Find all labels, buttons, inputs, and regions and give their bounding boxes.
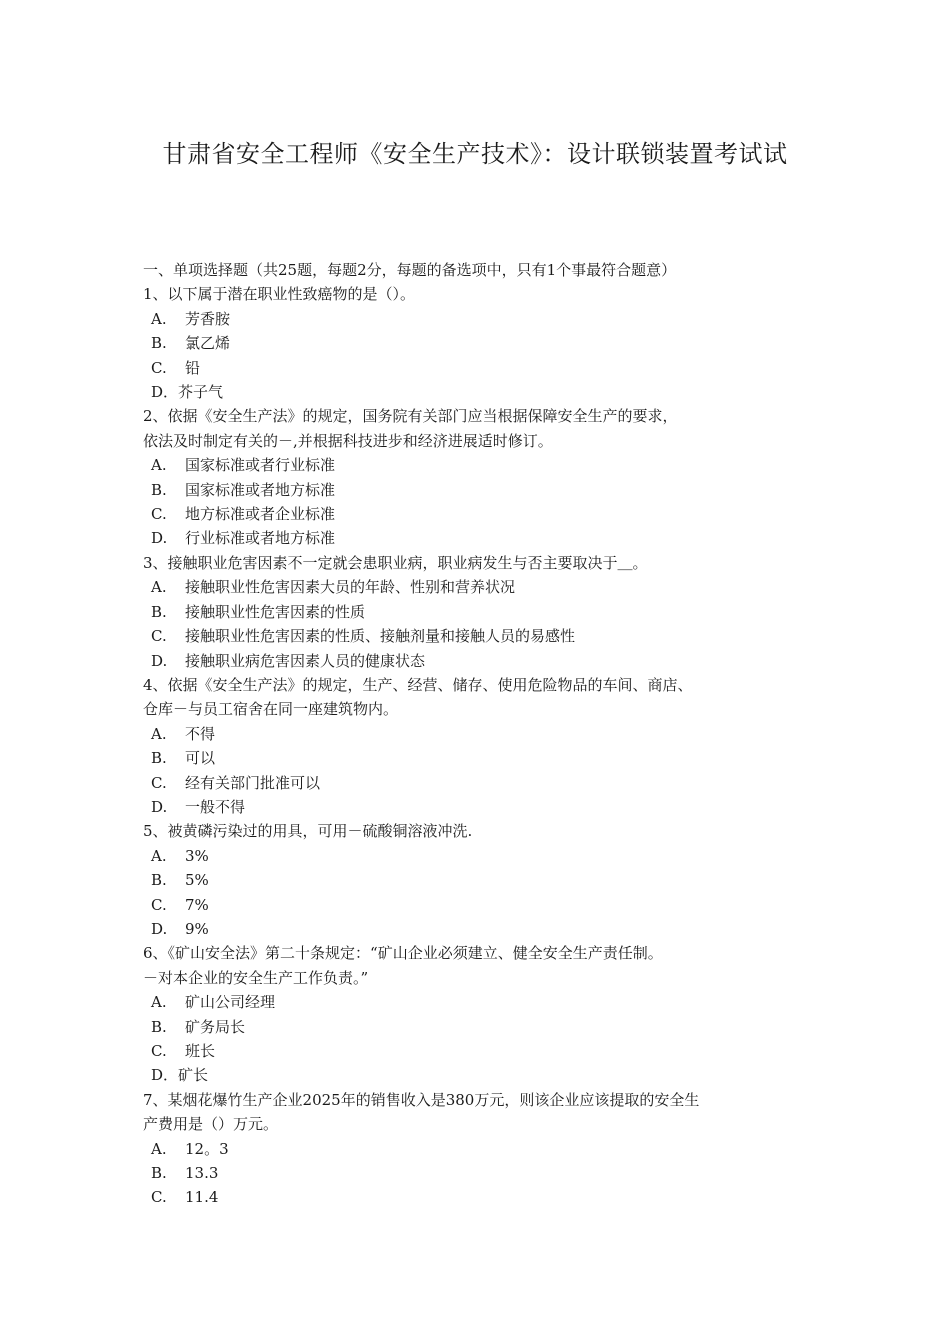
question-stem-line: 5、被黄磷污染过的用具，可用－硫酸铜溶液冲洗. bbox=[143, 822, 473, 841]
answer-option bbox=[143, 844, 823, 868]
option-letter: D． bbox=[151, 383, 179, 402]
question-3 bbox=[143, 551, 823, 673]
option-text: 氯乙烯 bbox=[185, 334, 231, 353]
answer-option bbox=[143, 771, 823, 795]
option-text: 接触职业性危害因素的性质、接触剂量和接触人员的易感性 bbox=[185, 627, 576, 646]
option-letter: B. bbox=[151, 1017, 167, 1036]
option-text: 接触职业病危害因素人员的健康状态 bbox=[185, 651, 426, 670]
option-letter: D. bbox=[151, 651, 168, 670]
option-text: 接触职业性危害因素大员的年龄、性别和营养状况 bbox=[185, 578, 516, 597]
option-text: 9% bbox=[185, 919, 209, 938]
option-letter: B. bbox=[151, 480, 167, 499]
option-letter: B. bbox=[151, 602, 167, 621]
option-text: 可以 bbox=[185, 749, 216, 768]
question-6 bbox=[143, 941, 823, 1087]
answer-option bbox=[143, 917, 823, 941]
option-letter: B. bbox=[151, 334, 167, 353]
answer-option bbox=[143, 502, 823, 526]
option-text: 5% bbox=[185, 871, 209, 890]
option-letter: A. bbox=[151, 1139, 167, 1158]
answer-option bbox=[143, 526, 823, 550]
option-text: 矿务局长 bbox=[185, 1017, 246, 1036]
answer-option bbox=[143, 1063, 823, 1087]
option-letter: A. bbox=[151, 724, 167, 743]
option-text: 地方标准或者企业标准 bbox=[185, 505, 336, 524]
question-stem-line: 3、接触职业危害因素不一定就会患职业病，职业病发生与否主要取决于＿。 bbox=[143, 553, 648, 572]
answer-option bbox=[143, 600, 823, 624]
answer-option bbox=[143, 380, 823, 404]
document-title: 甘肃省安全工程师《安全生产技术》：设计联锁装置考试试 bbox=[162, 140, 788, 168]
question-stem-line: 1、以下属于潜在职业性致癌物的是（）。 bbox=[143, 285, 416, 304]
option-text: 经有关部门批准可以 bbox=[185, 773, 321, 792]
question-5 bbox=[143, 819, 823, 941]
question-list bbox=[143, 282, 823, 1209]
answer-option bbox=[143, 1161, 823, 1185]
option-letter: A. bbox=[151, 309, 167, 328]
option-text: 12。3 bbox=[185, 1139, 229, 1158]
answer-option bbox=[143, 649, 823, 673]
option-letter: D. bbox=[151, 919, 168, 938]
option-text: 3% bbox=[185, 846, 209, 865]
question-stem-line: 2、依据《安全生产法》的规定，国务院有关部门应当根据保障安全生产的要求， bbox=[143, 407, 678, 426]
answer-option bbox=[143, 624, 823, 648]
option-text: 11.4 bbox=[185, 1188, 219, 1207]
option-text: 国家标准或者行业标准 bbox=[185, 456, 336, 475]
answer-option bbox=[143, 1185, 823, 1209]
option-letter: B. bbox=[151, 1164, 167, 1183]
option-text: 班长 bbox=[185, 1042, 216, 1060]
answer-option bbox=[143, 331, 823, 355]
answer-option bbox=[143, 868, 823, 892]
option-letter: D． bbox=[151, 1066, 179, 1085]
question-1 bbox=[143, 282, 823, 404]
option-letter: D. bbox=[151, 797, 168, 816]
option-text: 矿长 bbox=[178, 1066, 209, 1085]
answer-option bbox=[143, 356, 823, 380]
option-text: 接触职业性危害因素的性质 bbox=[185, 602, 366, 621]
option-text: 7% bbox=[185, 895, 209, 914]
question-2 bbox=[143, 404, 823, 550]
option-text: 芥子气 bbox=[178, 383, 224, 402]
option-letter: D. bbox=[151, 529, 168, 548]
option-text: 一般不得 bbox=[185, 797, 246, 816]
option-letter: C. bbox=[151, 773, 167, 792]
answer-option bbox=[143, 1039, 823, 1063]
answer-option bbox=[143, 1015, 823, 1039]
option-text: 行业标准或者地方标准 bbox=[185, 529, 336, 548]
option-text: 13.3 bbox=[185, 1164, 219, 1183]
option-letter: B. bbox=[151, 871, 167, 890]
answer-option bbox=[143, 453, 823, 477]
option-text: 铅 bbox=[185, 358, 201, 377]
section-heading: 一、单项选择题（共25题，每题2分，每题的备选项中，只有1个事最符合题意） bbox=[143, 261, 677, 279]
question-stem-line: 依法及时制定有关的－,并根据科技进步和经济进展适时修订。 bbox=[143, 431, 553, 450]
question-stem-line: 7、某烟花爆竹生产企业2025年的销售收入是380万元，则该企业应该提取的安全生 bbox=[143, 1090, 700, 1109]
answer-option bbox=[143, 893, 823, 917]
option-letter: C. bbox=[151, 895, 167, 914]
answer-option bbox=[143, 478, 823, 502]
option-text: 芳香胺 bbox=[185, 309, 231, 328]
question-7 bbox=[143, 1088, 823, 1210]
answer-option bbox=[143, 307, 823, 331]
answer-option bbox=[143, 1137, 823, 1161]
question-content bbox=[143, 258, 823, 1210]
option-letter: A. bbox=[151, 846, 167, 865]
answer-option bbox=[143, 722, 823, 746]
question-4 bbox=[143, 673, 823, 819]
option-text: 不得 bbox=[185, 724, 216, 743]
option-text: 国家标准或者地方标准 bbox=[185, 480, 336, 499]
question-stem-line: 仓库－与员工宿舍在同一座建筑物内。 bbox=[143, 700, 399, 719]
question-stem-line: －对本企业的安全生产工作负责。” bbox=[143, 968, 369, 987]
option-letter: C. bbox=[151, 1042, 167, 1060]
question-stem-line: 产费用是（）万元。 bbox=[143, 1115, 279, 1134]
question-stem-line: 4、依据《安全生产法》的规定，生产、经营、储存、使用危险物品的车间、商店、 bbox=[143, 675, 693, 694]
option-letter: C. bbox=[151, 627, 167, 646]
question-stem-line: 6、《矿山安全法》第二十条规定：“矿山企业必须建立、健全安全生产责任制。 bbox=[143, 944, 663, 963]
answer-option bbox=[143, 795, 823, 819]
answer-option bbox=[143, 575, 823, 599]
option-text: 矿山公司经理 bbox=[185, 993, 276, 1012]
answer-option bbox=[143, 990, 823, 1014]
option-letter: A. bbox=[151, 993, 167, 1012]
option-letter: A. bbox=[151, 456, 167, 475]
option-letter: B. bbox=[151, 749, 167, 768]
option-letter: C. bbox=[151, 1188, 167, 1207]
answer-option bbox=[143, 746, 823, 770]
option-letter: A. bbox=[151, 578, 167, 597]
option-letter: C. bbox=[151, 505, 167, 524]
option-letter: C. bbox=[151, 358, 167, 377]
